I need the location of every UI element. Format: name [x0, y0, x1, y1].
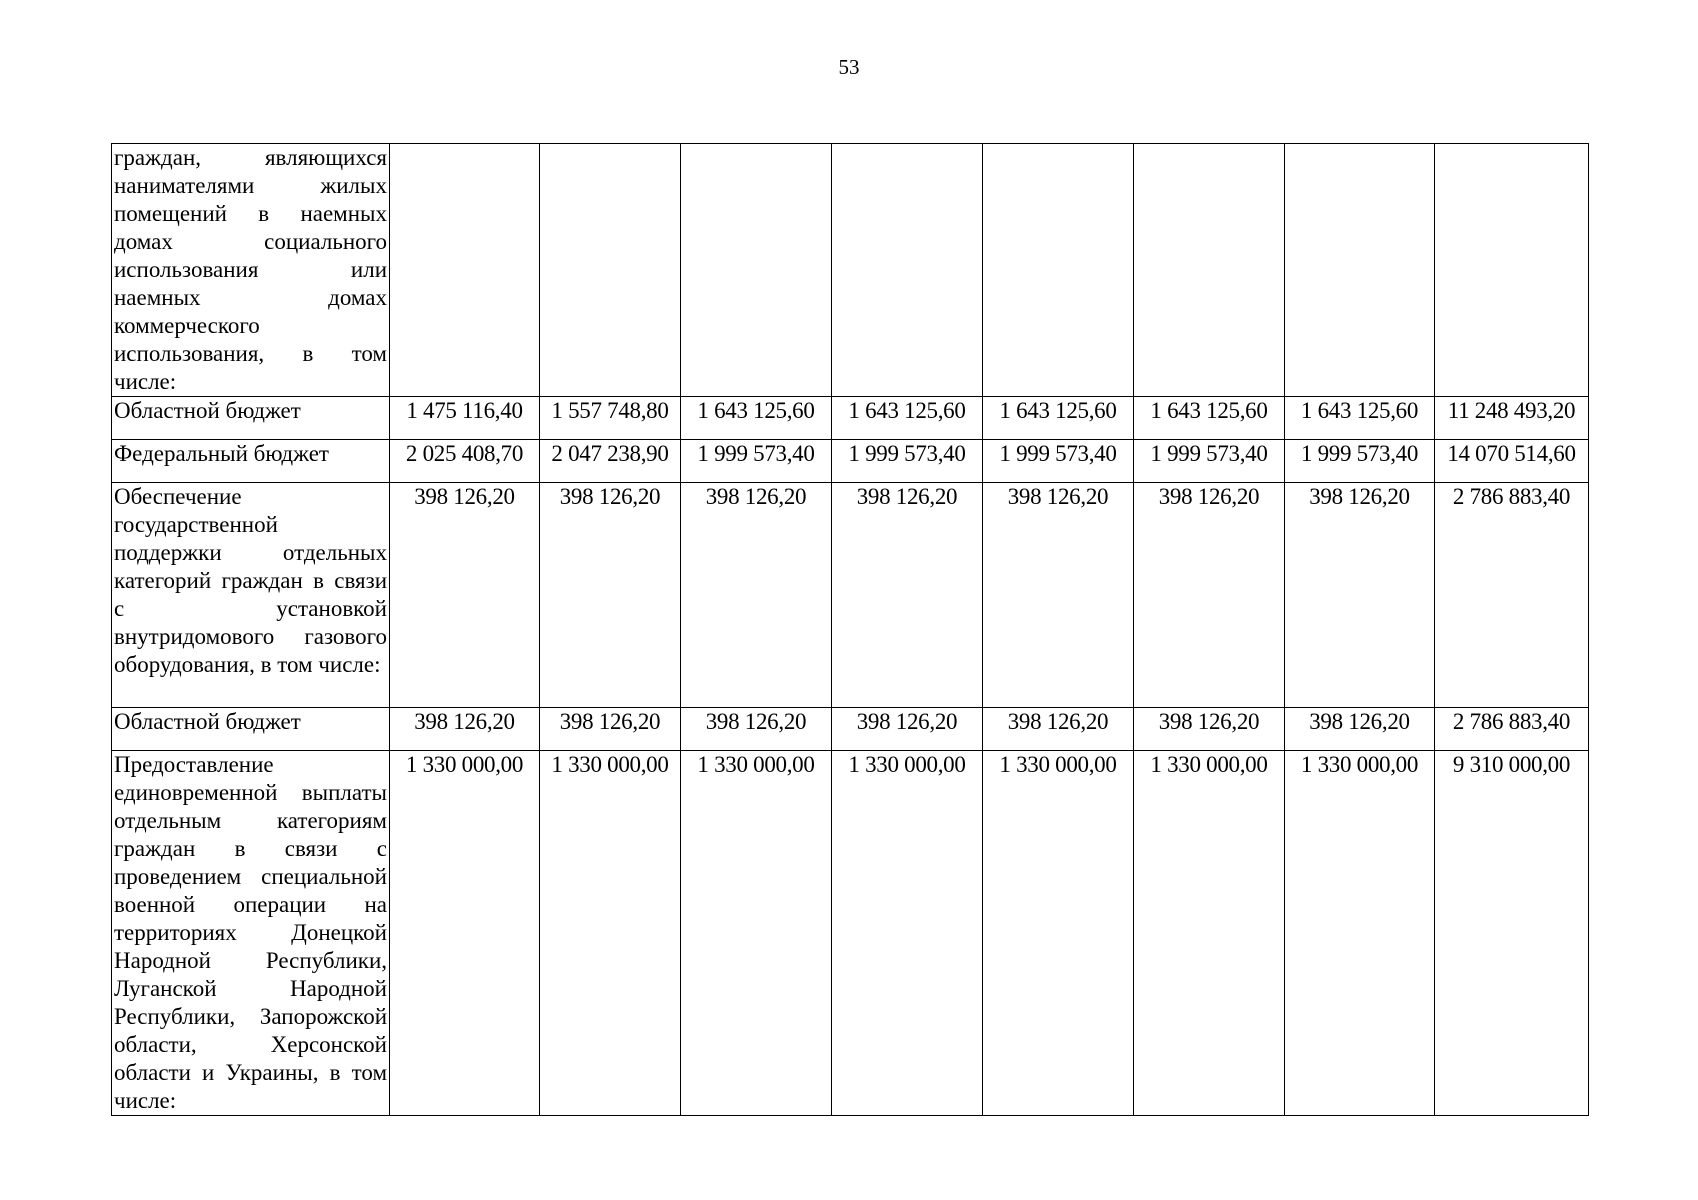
row-label: Областной бюджет — [112, 397, 390, 440]
value-cell: 398 126,20 — [681, 708, 832, 751]
value-cell: 1 999 573,40 — [1285, 440, 1435, 483]
row-label: Обеспечение государственной поддержки отдельных категорий граждан в связи с установкой внутридомового газового оборудования, в том числе: — [112, 483, 390, 708]
table-row — [112, 708, 1589, 751]
table-row — [112, 751, 1589, 1116]
value-cell — [681, 144, 832, 397]
value-cell: 1 330 000,00 — [1285, 751, 1435, 1116]
row-label: граждан, являющихся нанимателями жилых помещений в наемных домах социального использования или наемных домах коммерческого использования, в том числе: — [112, 144, 390, 397]
value-cell: 1 643 125,60 — [1285, 397, 1435, 440]
value-cell: 1 643 125,60 — [681, 397, 832, 440]
value-cell: 398 126,20 — [832, 483, 983, 708]
value-cell: 1 330 000,00 — [681, 751, 832, 1116]
total-cell — [1435, 144, 1589, 397]
value-cell: 1 330 000,00 — [983, 751, 1134, 1116]
value-cell: 2 025 408,70 — [390, 440, 540, 483]
value-cell: 1 643 125,60 — [832, 397, 983, 440]
row-label: Федеральный бюджет — [112, 440, 390, 483]
value-cell: 1 330 000,00 — [832, 751, 983, 1116]
value-cell: 398 126,20 — [983, 483, 1134, 708]
value-cell: 398 126,20 — [1285, 708, 1435, 751]
row-label: Предоставление единовременной выплаты отдельным категориям граждан в связи с проведением специальной военной операции на территориях Донецкой Народной Республики, Луганской Народной Республики, Запорожской области, Херсонской области и Украины, в том числе: — [112, 751, 390, 1116]
table-row — [112, 144, 1589, 397]
value-cell: 1 643 125,60 — [1134, 397, 1285, 440]
total-cell: 2 786 883,40 — [1435, 483, 1589, 708]
value-cell: 1 643 125,60 — [983, 397, 1134, 440]
total-cell: 14 070 514,60 — [1435, 440, 1589, 483]
budget-table — [111, 143, 1589, 1116]
value-cell: 398 126,20 — [390, 708, 540, 751]
value-cell: 1 475 116,40 — [390, 397, 540, 440]
value-cell: 1 330 000,00 — [1134, 751, 1285, 1116]
value-cell: 1 330 000,00 — [540, 751, 681, 1116]
page-number: 53 — [838, 55, 860, 79]
value-cell: 398 126,20 — [1134, 483, 1285, 708]
value-cell: 398 126,20 — [832, 708, 983, 751]
value-cell: 1 999 573,40 — [983, 440, 1134, 483]
value-cell: 1 999 573,40 — [681, 440, 832, 483]
value-cell: 398 126,20 — [983, 708, 1134, 751]
value-cell: 398 126,20 — [1134, 708, 1285, 751]
value-cell: 1 557 748,80 — [540, 397, 681, 440]
value-cell: 398 126,20 — [390, 483, 540, 708]
value-cell: 398 126,20 — [1285, 483, 1435, 708]
value-cell — [540, 144, 681, 397]
value-cell: 2 047 238,90 — [540, 440, 681, 483]
value-cell — [832, 144, 983, 397]
total-cell: 2 786 883,40 — [1435, 708, 1589, 751]
value-cell: 398 126,20 — [681, 483, 832, 708]
value-cell — [983, 144, 1134, 397]
value-cell — [1134, 144, 1285, 397]
value-cell: 398 126,20 — [540, 708, 681, 751]
value-cell — [1285, 144, 1435, 397]
table-row — [112, 440, 1589, 483]
total-cell: 11 248 493,20 — [1435, 397, 1589, 440]
value-cell — [390, 144, 540, 397]
table-row — [112, 397, 1589, 440]
value-cell: 1 330 000,00 — [390, 751, 540, 1116]
total-cell: 9 310 000,00 — [1435, 751, 1589, 1116]
value-cell: 1 999 573,40 — [832, 440, 983, 483]
table-row — [112, 483, 1589, 708]
value-cell: 398 126,20 — [540, 483, 681, 708]
row-label: Областной бюджет — [112, 708, 390, 751]
value-cell: 1 999 573,40 — [1134, 440, 1285, 483]
